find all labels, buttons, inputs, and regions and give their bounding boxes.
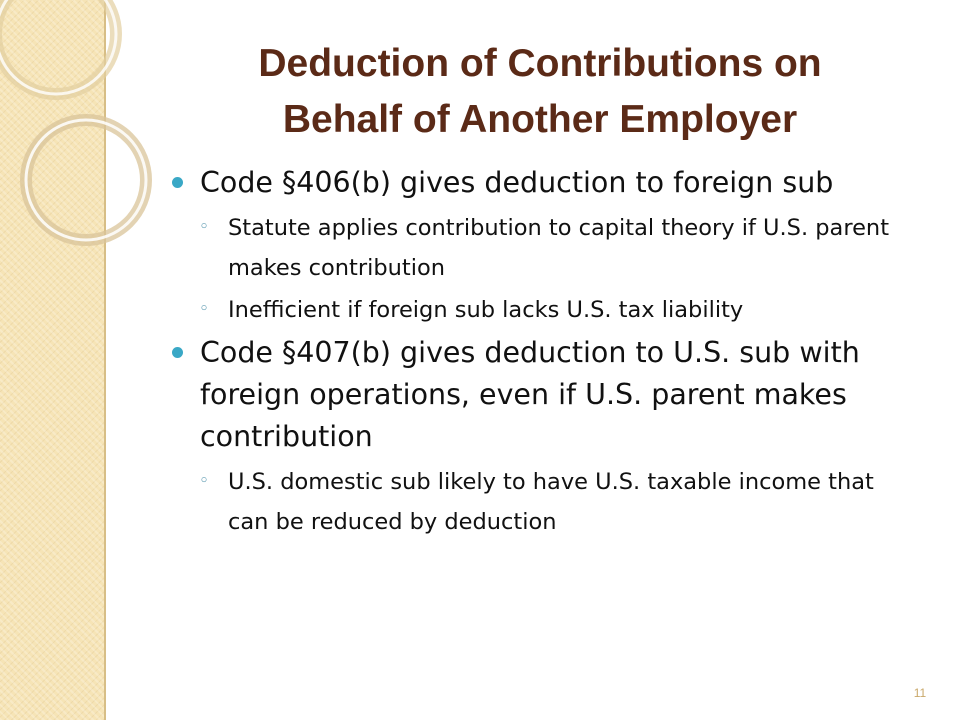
page-number: 11	[913, 686, 927, 700]
hollow-circle-bullet-icon: ◦	[199, 471, 210, 491]
sub-bullet-item	[168, 208, 918, 288]
sub-bullet-item	[168, 290, 918, 330]
sub-bullet-text: U.S. domestic sub likely to have U.S. taxable income that can be reduced by deduction	[228, 469, 874, 535]
hollow-circle-bullet-icon: ◦	[199, 299, 210, 319]
sub-bullet-text: Statute applies contribution to capital theory if U.S. parent makes contribution	[228, 215, 890, 281]
bullet-text: Code §406(b) gives deduction to foreign sub	[200, 166, 834, 199]
slide-title	[140, 36, 940, 148]
sub-bullet-text: Inefficient if foreign sub lacks U.S. tax liability	[228, 297, 744, 323]
filled-circle-bullet-icon	[172, 177, 183, 188]
bullet-item	[168, 332, 918, 458]
hollow-circle-bullet-icon: ◦	[199, 217, 210, 237]
bullet-list	[168, 160, 918, 544]
filled-circle-bullet-icon	[172, 347, 183, 358]
slide-title-line-2: Behalf of Another Employer	[282, 98, 798, 141]
bullet-item	[168, 162, 918, 204]
slide-title-line-1: Deduction of Contributions on	[258, 42, 822, 85]
bullet-text: Code §407(b) gives deduction to U.S. sub with foreign operations, even if U.S. parent makes contribution	[200, 336, 860, 453]
sub-bullet-item	[168, 462, 918, 542]
